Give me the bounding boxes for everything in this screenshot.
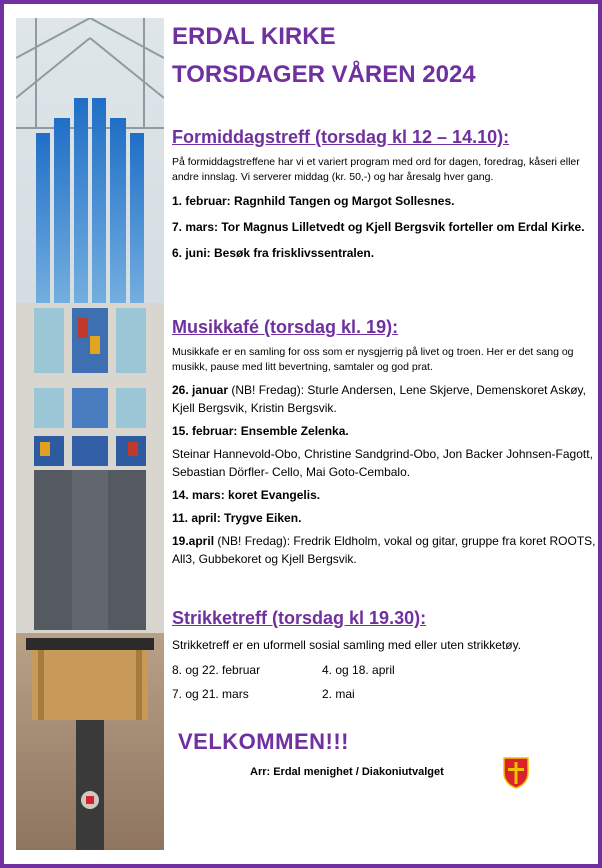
musikkafe-intro: Musikkafe er en samling for oss som er nysgjerrig på livet og troen. Her er det sang og musikk, pause med litt bevertning, samtaler og god prat.: [172, 346, 574, 373]
date-item: 7. og 21. mars: [172, 687, 249, 701]
event-item: [172, 486, 596, 504]
welcome-text: VELKOMMEN!!!: [178, 729, 349, 754]
event-date: 19.april: [172, 534, 215, 548]
event-date: 1. februar:: [172, 194, 231, 208]
event-text: (NB! Fredag): Fredrik Eldholm, vokal og gitar, gruppe fra koret ROOTS, All3, Gubbekoret og Kjell Bergsvik.: [172, 534, 596, 566]
formiddagstreff-intro: På formiddagstreffene har vi et variert program med ord for dagen, foredrag, kåseri eller andre innslag. Vi serverer middag (kr. 50,-) og har åresalg hver gang.: [172, 156, 580, 183]
event-item: [172, 445, 596, 481]
event-item: [172, 509, 596, 527]
formiddagstreff-heading: Formiddagstreff (torsdag kl 12 – 14.10):: [172, 127, 510, 147]
event-text: Tor Magnus Lilletvedt og Kjell Bergsvik forteller om Erdal Kirke.: [218, 220, 585, 234]
strikketreff-section: [172, 607, 596, 703]
formiddagstreff-section: [172, 126, 596, 262]
strikketreff-dates: [172, 661, 596, 703]
church-of-norway-logo-icon: [503, 757, 529, 789]
musikkafe-heading: Musikkafé (torsdag kl. 19):: [172, 317, 399, 337]
musikkafe-section: [172, 316, 596, 568]
event-item: [172, 218, 596, 236]
church-interior-photo: [16, 18, 164, 850]
event-date: 15. februar: Ensemble Zelenka.: [172, 424, 349, 438]
event-date: 11. april: Trygve Eiken.: [172, 511, 302, 525]
event-date: 26. januar: [172, 383, 229, 397]
event-text: Ragnhild Tangen og Margot Sollesnes.: [230, 194, 455, 208]
event-item: [172, 532, 596, 568]
date-item: 4. og 18. april: [322, 663, 395, 677]
event-item: [172, 192, 596, 210]
arranger-text: Arr: Erdal menighet / Diakoniutvalget: [250, 766, 444, 778]
event-item: [172, 422, 596, 440]
event-text: (NB! Fredag): Sturle Andersen, Lene Skjerve, Demenskoret Askøy, Kjell Bergsvik, Kristin Bergsvik.: [172, 383, 586, 415]
poster-subtitle: TORSDAGER VÅREN 2024: [172, 61, 476, 88]
date-item: 2. mai: [322, 687, 355, 701]
event-date: 6. juni:: [172, 246, 211, 260]
event-item: [172, 244, 596, 262]
event-item: [172, 381, 596, 417]
strikketreff-intro: Strikketreff er en uformell sosial samling med eller uten strikketøy.: [172, 638, 522, 652]
event-text: Steinar Hannevold-Obo, Christine Sandgrind-Obo, Jon Backer Johnsen-Fagott, Sebastian Dörfler- Cello, Mai Goto-Cembalo.: [172, 447, 593, 479]
event-date: 14. mars: koret Evangelis.: [172, 488, 321, 502]
event-date: 7. mars:: [172, 220, 219, 234]
event-text: Besøk fra frisklivssentralen.: [210, 246, 375, 260]
poster-title: ERDAL KIRKE: [172, 23, 336, 50]
strikketreff-heading: Strikketreff (torsdag kl 19.30):: [172, 608, 427, 628]
date-item: 8. og 22. februar: [172, 663, 261, 677]
